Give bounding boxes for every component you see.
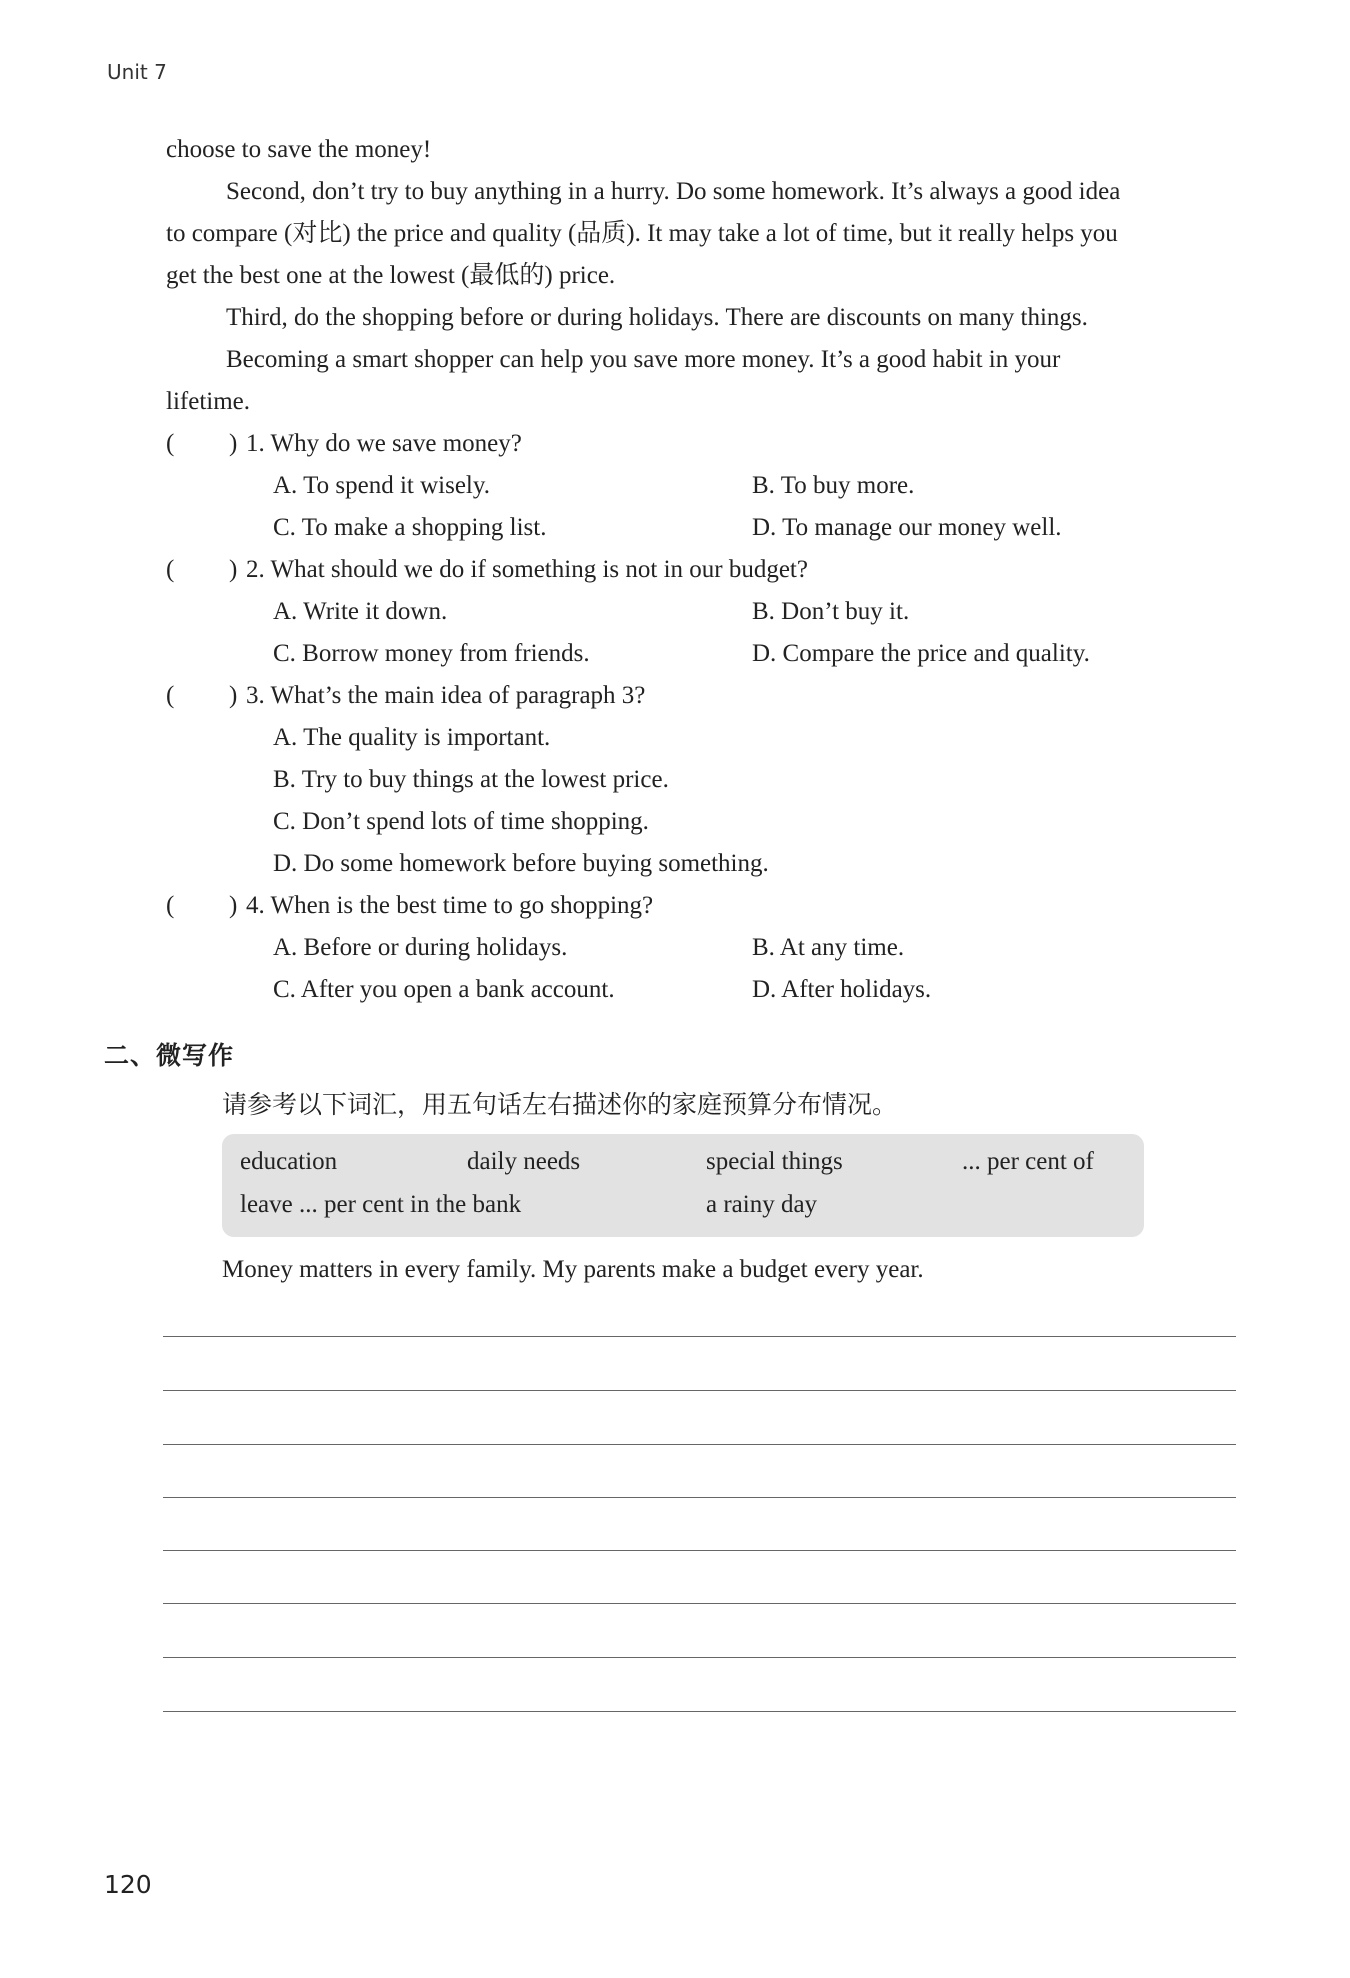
writing-line[interactable]: [163, 1497, 1236, 1498]
phrase: ... per cent of: [962, 1148, 1094, 1175]
phrase-box: [222, 1134, 1144, 1237]
phrase: leave ... per cent in the bank: [240, 1191, 522, 1218]
option-b: B. To buy more.: [752, 472, 915, 499]
passage-line: Becoming a smart shopper can help you save more money. It’s a good habit in your: [226, 346, 1061, 373]
answer-paren-open: (: [166, 682, 175, 709]
answer-paren-close: ): [229, 430, 238, 457]
writing-line[interactable]: [163, 1711, 1236, 1712]
option-d: D. Compare the price and quality.: [752, 640, 1090, 667]
option-c: C. To make a shopping list.: [273, 514, 547, 541]
answer-paren-close: ): [229, 892, 238, 919]
question-stem: 4. When is the best time to go shopping?: [246, 892, 654, 919]
option-d: D. Do some homework before buying something.: [273, 850, 769, 877]
question-stem: 2. What should we do if something is not in our budget?: [246, 556, 808, 583]
answer-blank[interactable]: [180, 430, 228, 458]
writing-instruction: 请参考以下词汇，用五句话左右描述你的家庭预算分布情况。: [222, 1092, 898, 1119]
answer-blank[interactable]: [180, 682, 228, 710]
answer-paren-close: ): [229, 682, 238, 709]
answer-blank[interactable]: [180, 892, 228, 920]
option-b: B. At any time.: [752, 934, 905, 961]
answer-paren-close: ): [229, 556, 238, 583]
option-a: A. Before or during holidays.: [273, 934, 568, 961]
passage-line: Third, do the shopping before or during holidays. There are discounts on many things.: [226, 304, 1088, 331]
passage-line: to compare (对比) the price and quality (品质). It may take a lot of time, but it really helps you: [166, 220, 1118, 247]
option-c: C. Borrow money from friends.: [273, 640, 590, 667]
phrase: education: [240, 1148, 338, 1175]
passage-line: get the best one at the lowest (最低的) price.: [166, 262, 616, 289]
section-title: 二、微写作: [104, 1041, 235, 1070]
option-a: A. Write it down.: [273, 598, 448, 625]
option-c: C. Don’t spend lots of time shopping.: [273, 808, 649, 835]
option-d: D. To manage our money well.: [752, 514, 1062, 541]
writing-line[interactable]: [163, 1336, 1236, 1337]
unit-label: Unit 7: [107, 60, 167, 84]
passage-line: lifetime.: [166, 388, 250, 415]
phrase: special things: [706, 1148, 843, 1175]
answer-paren-open: (: [166, 556, 175, 583]
question-stem: 1. Why do we save money?: [246, 430, 522, 457]
answer-blank[interactable]: [180, 556, 228, 584]
option-a: A. To spend it wisely.: [273, 472, 490, 499]
option-b: B. Try to buy things at the lowest price.: [273, 766, 669, 793]
option-b: B. Don’t buy it.: [752, 598, 910, 625]
writing-line[interactable]: [163, 1390, 1236, 1391]
option-d: D. After holidays.: [752, 976, 932, 1003]
passage-line: Second, don’t try to buy anything in a hurry. Do some homework. It’s always a good idea: [226, 178, 1121, 205]
option-a: A. The quality is important.: [273, 724, 551, 751]
passage-line: choose to save the money!: [166, 136, 432, 163]
option-c: C. After you open a bank account.: [273, 976, 615, 1003]
answer-paren-open: (: [166, 430, 175, 457]
question-stem: 3. What’s the main idea of paragraph 3?: [246, 682, 646, 709]
answer-paren-open: (: [166, 892, 175, 919]
writing-line[interactable]: [163, 1657, 1236, 1658]
page-number: 120: [104, 1870, 152, 1899]
phrase: a rainy day: [706, 1191, 818, 1218]
writing-line[interactable]: [163, 1444, 1236, 1445]
writing-line[interactable]: [163, 1550, 1236, 1551]
opening-sentence: Money matters in every family. My parents make a budget every year.: [222, 1256, 924, 1283]
phrase: daily needs: [467, 1148, 581, 1175]
writing-line[interactable]: [163, 1603, 1236, 1604]
